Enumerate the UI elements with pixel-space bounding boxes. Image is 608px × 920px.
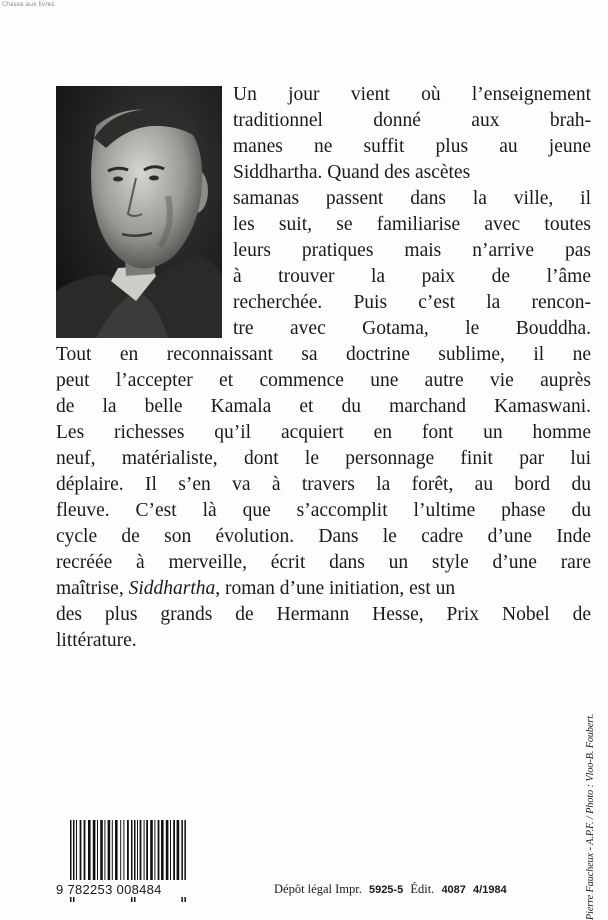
barcode-bar — [88, 820, 91, 880]
legal-deposit — [274, 882, 511, 897]
blurb-line: Un jour vient où l’enseignement — [233, 84, 591, 105]
barcode-bar — [120, 820, 121, 880]
barcode-bar — [112, 820, 113, 880]
barcode-bar — [170, 820, 171, 880]
edit-label: Édit. — [410, 882, 435, 896]
photo-credit: Pierre Faucheux - A.P.F. / Photo : Vloo-B. Foubert. — [585, 713, 596, 920]
watermark: Chasse aux livres — [2, 1, 55, 8]
blurb-line: traditionnel donné aux brah- — [233, 110, 591, 131]
barcode-bar — [97, 820, 98, 880]
blurb-line: Siddhartha. Quand des ascètes — [233, 162, 471, 183]
blurb-fragment: , roman d’une initiation, est un — [215, 578, 456, 599]
barcode-bar — [161, 820, 164, 880]
blurb-fragment: maîtrise, — [56, 578, 124, 599]
barcode-bar — [108, 820, 111, 880]
blurb-line: à trouver la paix de l’âme — [233, 266, 591, 287]
barcode-bar — [104, 820, 105, 880]
impr-number: 5925-5 — [368, 884, 404, 896]
blurb-line: des plus grands de Hermann Hesse, Prix Nobel de — [56, 604, 591, 625]
barcode-bar — [150, 820, 153, 880]
barcode-bar — [158, 820, 160, 880]
blurb-line: recréée à merveille, écrit dans un style d’une rare — [56, 552, 591, 573]
barcode-bar — [173, 820, 175, 880]
barcode-bar — [80, 820, 82, 880]
blurb-line: Tout en reconnaissant sa doctrine sublime, il ne — [56, 344, 591, 365]
barcode-bar — [144, 820, 145, 880]
blurb-line: recherchée. Puis c’est la rencon- — [233, 292, 591, 313]
blurb-line: littérature. — [56, 630, 137, 651]
blurb-line: peut l’accepter et commence une autre vie auprès — [56, 370, 591, 391]
barcode-bar — [84, 820, 86, 880]
barcode-bar — [100, 820, 103, 880]
barcode-bar — [177, 820, 180, 880]
blurb-line: Les richesses qu’il acquiert en font un homme — [56, 422, 591, 443]
barcode-bar — [166, 820, 169, 880]
barcode-bar — [146, 820, 148, 880]
edit-number: 4087 — [441, 884, 466, 896]
barcode-bar — [137, 820, 138, 880]
blurb-line: samanas passent dans la ville, il — [233, 188, 591, 209]
barcode-bar — [140, 820, 142, 880]
isbn-barcode — [56, 820, 262, 910]
blurb-line: tre avec Gotama, le Bouddha. — [233, 318, 591, 339]
depot-label: Dépôt légal Impr. — [274, 882, 362, 896]
book-title-italic: Siddhartha — [128, 578, 216, 599]
barcode-bar — [93, 820, 96, 880]
blurb-line: les suit, se familiarise avec toutes — [233, 214, 591, 235]
barcode-bar — [127, 820, 129, 880]
barcode-bar — [154, 820, 155, 880]
blurb-line: manes ne suffit plus au jeune — [233, 136, 591, 157]
edition-date: 4/1984 — [473, 884, 507, 896]
blurb-line: neuf, matérialiste, dont le personnage finit par lui — [56, 448, 591, 469]
blurb-line: déplaire. Il s’en va à travers la forêt, au bord du — [56, 474, 591, 495]
barcode-bar — [76, 820, 77, 880]
barcode-bar — [123, 820, 124, 880]
blurb-line: de la belle Kamala et du marchand Kamaswani. — [56, 396, 591, 417]
blurb-line: leurs pratiques mais n’arrive pas — [233, 240, 591, 261]
blurb-line: cycle de son évolution. Dans le cadre d’une Inde — [56, 526, 591, 547]
isbn-number: 9 782253 008484 — [56, 880, 262, 897]
blurb-line — [56, 576, 591, 602]
blurb-line: fleuve. C’est là que s’accomplit l’ultime phase du — [56, 500, 591, 521]
barcode-bar — [115, 820, 118, 880]
